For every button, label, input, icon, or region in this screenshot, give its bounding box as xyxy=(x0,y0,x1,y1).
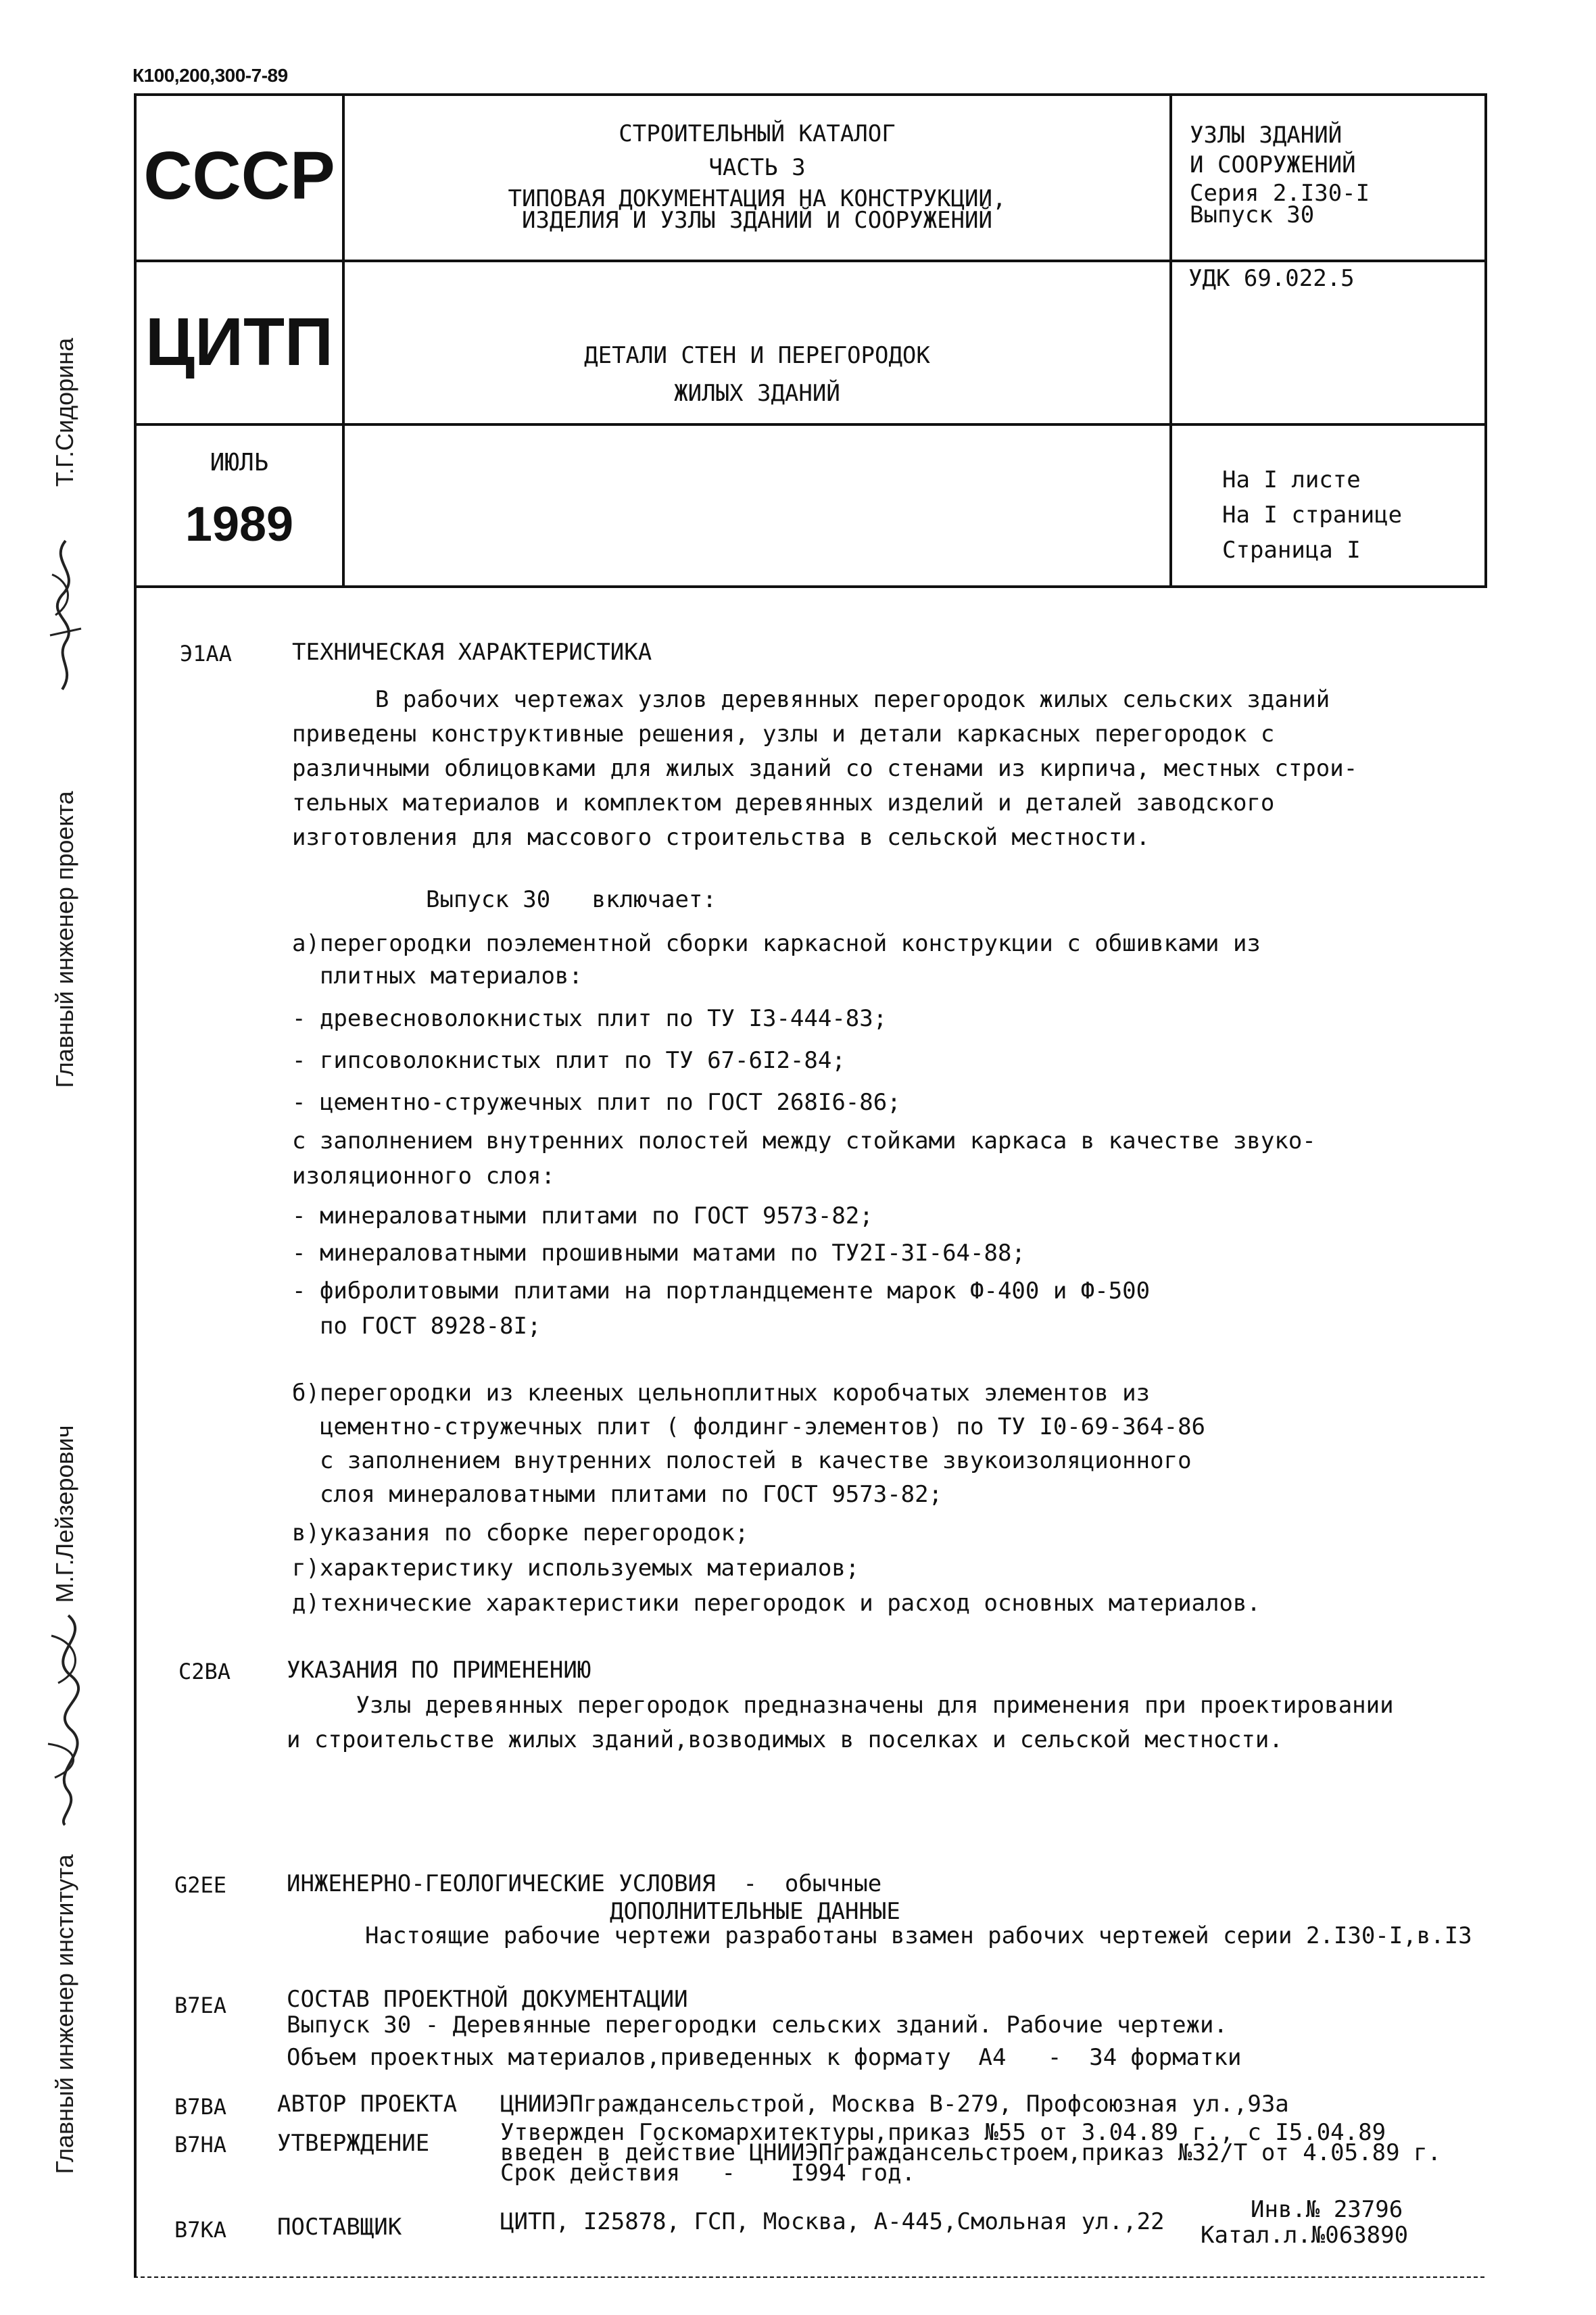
supplier-value: ЦИТП, I25878, ГСП, Москва, А-445,Смольная ул.,22 xyxy=(500,2208,1165,2235)
list-line: изоляционного слоя: xyxy=(292,1163,555,1190)
signature-2 xyxy=(38,1609,99,1832)
signer-name-1: Т.Г.Сидорина xyxy=(51,337,78,487)
sheet-line: Страница I xyxy=(1222,537,1361,564)
list-line: цементно-стружечных плит ( фолдинг-элементов) по ТУ I0-69-364-86 xyxy=(292,1413,1206,1440)
inventory-number: Инв.№ 23796 xyxy=(1251,2196,1403,2223)
list-line: - цементно-стружечных плит по ГОСТ 268I6-86; xyxy=(292,1089,901,1116)
list-line: по ГОСТ 8928-8I; xyxy=(292,1313,541,1340)
section-title-composition: СОСТАВ ПРОЕКТНОЙ ДОКУМЕНТАЦИИ xyxy=(287,1986,688,2013)
catalog-sheet-number: Катал.л.№063890 xyxy=(1201,2222,1409,2249)
org-ussr: СССР xyxy=(143,138,335,214)
text-line: тельных материалов и комплектом деревянных изделий и деталей заводского xyxy=(292,789,1275,817)
section-title-tech: ТЕХНИЧЕСКАЯ ХАРАКТЕРИСТИКА xyxy=(292,639,652,666)
list-line: - фибролитовыми плитами на портландцементе марок Ф-400 и Ф-500 xyxy=(292,1277,1151,1305)
signer-role-2: Главный инженер института xyxy=(51,1854,78,2174)
org-citp: ЦИТП xyxy=(145,304,333,380)
list-line: - минераловатными плитами по ГОСТ 9573-82; xyxy=(292,1202,873,1229)
catalog-line: СТРОИТЕЛЬНЫЙ КАТАЛОГ xyxy=(619,120,896,147)
series-block xyxy=(1190,120,1474,226)
udk-code: УДК 69.022.5 xyxy=(1188,265,1355,292)
section-code-geology: G2ЕЕ xyxy=(174,1872,227,1898)
section-code-approval: В7НА xyxy=(174,2132,227,2158)
list-line: с заполнением внутренних полостей между стойками каркаса в качестве звуко- xyxy=(292,1127,1316,1154)
approval-label: УТВЕРЖДЕНИЕ xyxy=(277,2130,430,2157)
signature-1 xyxy=(42,534,89,696)
section-code-composition: В7ЕА xyxy=(174,1993,227,2018)
list-line: д)технические характеристики перегородок и расход основных материалов. xyxy=(292,1590,1261,1617)
list-line: г)характеристику используемых материалов; xyxy=(292,1555,860,1582)
series-line: И СООРУЖЕНИЙ xyxy=(1190,151,1356,178)
list-line: - гипсоволокнистых плит по ТУ 67-6I2-84; xyxy=(292,1047,846,1074)
supplier-label: ПОСТАВЩИК xyxy=(277,2214,402,2241)
author-label: АВТОР ПРОЕКТА xyxy=(277,2091,458,2118)
list-line: - древесноволокнистых плит по ТУ I3-444-83; xyxy=(292,1005,888,1032)
issue-month: ИЮЛЬ xyxy=(210,449,269,477)
document-title xyxy=(345,337,1169,412)
author-value: ЦНИИЭПграждансельстрой, Москва В-279, Профсоюзная ул.,93а xyxy=(500,2091,1289,2118)
text-line: и строительстве жилых зданий,возводимых в поселках и сельской местности. xyxy=(287,1726,1283,1753)
text-line: В рабочих чертежах узлов деревянных перегородок жилых сельских зданий xyxy=(292,686,1330,713)
title-line: ДЕТАЛИ СТЕН И ПЕРЕГОРОДОК xyxy=(584,342,930,369)
geology-conditions: ИНЖЕНЕРНО-ГЕОЛОГИЧЕСКИЕ УСЛОВИЯ - обычные xyxy=(287,1870,882,1897)
text-line: Выпуск 30 - Деревянные перегородки сельских зданий. Рабочие чертежи. xyxy=(287,2012,1228,2039)
tech-intro xyxy=(292,683,1357,855)
list-a xyxy=(292,927,1316,1344)
additional-data-title: ДОПОЛНИТЕЛЬНЫЕ ДАННЫЕ xyxy=(610,1898,900,1925)
application-text xyxy=(287,1688,1394,1757)
sheet-line: На I странице xyxy=(1222,502,1403,529)
series-line: Выпуск 30 xyxy=(1190,201,1315,228)
document-code: К100,200,300-7-89 xyxy=(132,65,288,86)
text-line: Утвержден Госкомархитектуры,приказ №55 от 3.04.89 г., с I5.04.89 xyxy=(500,2119,1386,2146)
series-line: Серия 2.I30-I xyxy=(1190,180,1370,207)
section-code-tech: Э1АА xyxy=(180,641,233,666)
text-line: различными облицовками для жилых зданий со стенами из кирпича, местных строи- xyxy=(292,755,1358,782)
catalog-block xyxy=(345,120,1169,234)
list-line: а)перегородки поэлементной сборки каркасной конструкции с обшивками из xyxy=(292,930,1261,957)
list-b xyxy=(292,1376,1261,1621)
text-line: введен в действие ЦНИИЭПграждансельстроем,приказ №32/Т от 4.05.89 г. xyxy=(500,2139,1441,2166)
composition-text xyxy=(287,2009,1241,2074)
list-line: в)указания по сборке перегородок; xyxy=(292,1519,749,1546)
list-line: с заполнением внутренних полостей в качестве звукоизоляционного xyxy=(292,1447,1192,1474)
section-code-author: В7ВА xyxy=(174,2094,227,2120)
catalog-line: ЧАСТЬ 3 xyxy=(708,154,806,181)
catalog-line: ИЗДЕЛИЯ И УЗЛЫ ЗДАНИЙ И СООРУЖЕНИЙ xyxy=(522,207,992,234)
issue-year: 1989 xyxy=(185,497,294,552)
section-code-application: С2ВА xyxy=(178,1659,231,1684)
approval-text xyxy=(500,2119,1441,2187)
list-line: слоя минераловатными плитами по ГОСТ 9573-82; xyxy=(292,1481,943,1508)
list-line: б)перегородки из клееных цельноплитных коробчатых элементов из xyxy=(292,1380,1151,1407)
text-line: Объем проектных материалов,приведенных к формату А4 - 34 форматки xyxy=(287,2044,1242,2071)
section-code-supplier: В7КА xyxy=(174,2217,227,2243)
signer-name-2: М.Г.Лейзерович xyxy=(51,1425,78,1603)
additional-data-text: Настоящие рабочие чертежи разработаны взамен рабочих чертежей серии 2.I30-I,в.I3 xyxy=(365,1922,1472,1949)
text-line: Узлы деревянных перегородок предназначены для применения при проектировании xyxy=(287,1692,1394,1719)
signer-role-1: Главный инженер проекта xyxy=(51,791,78,1088)
text-line: изготовления для массового строительства в сельской местности. xyxy=(292,824,1151,851)
list-line: плитных материалов: xyxy=(292,962,583,990)
list-line: - минераловатными прошивными матами по ТУ2I-3I-64-88; xyxy=(292,1240,1025,1267)
text-line: Срок действия - I994 год. xyxy=(500,2160,916,2187)
title-line: ЖИЛЫХ ЗДАНИЙ xyxy=(674,380,840,407)
issue-includes: Выпуск 30 включает: xyxy=(426,886,717,913)
sheet-info xyxy=(1222,462,1402,568)
sheet-line: На I листе xyxy=(1222,466,1361,493)
section-title-application: УКАЗАНИЯ ПО ПРИМЕНЕНИЮ xyxy=(287,1657,591,1684)
text-line: приведены конструктивные решения, узлы и детали каркасных перегородок с xyxy=(292,721,1275,748)
series-line: УЗЛЫ ЗДАНИЙ xyxy=(1190,122,1343,149)
catalog-line: ТИПОВАЯ ДОКУМЕНТАЦИЯ НА КОНСТРУКЦИИ, xyxy=(508,185,1007,212)
